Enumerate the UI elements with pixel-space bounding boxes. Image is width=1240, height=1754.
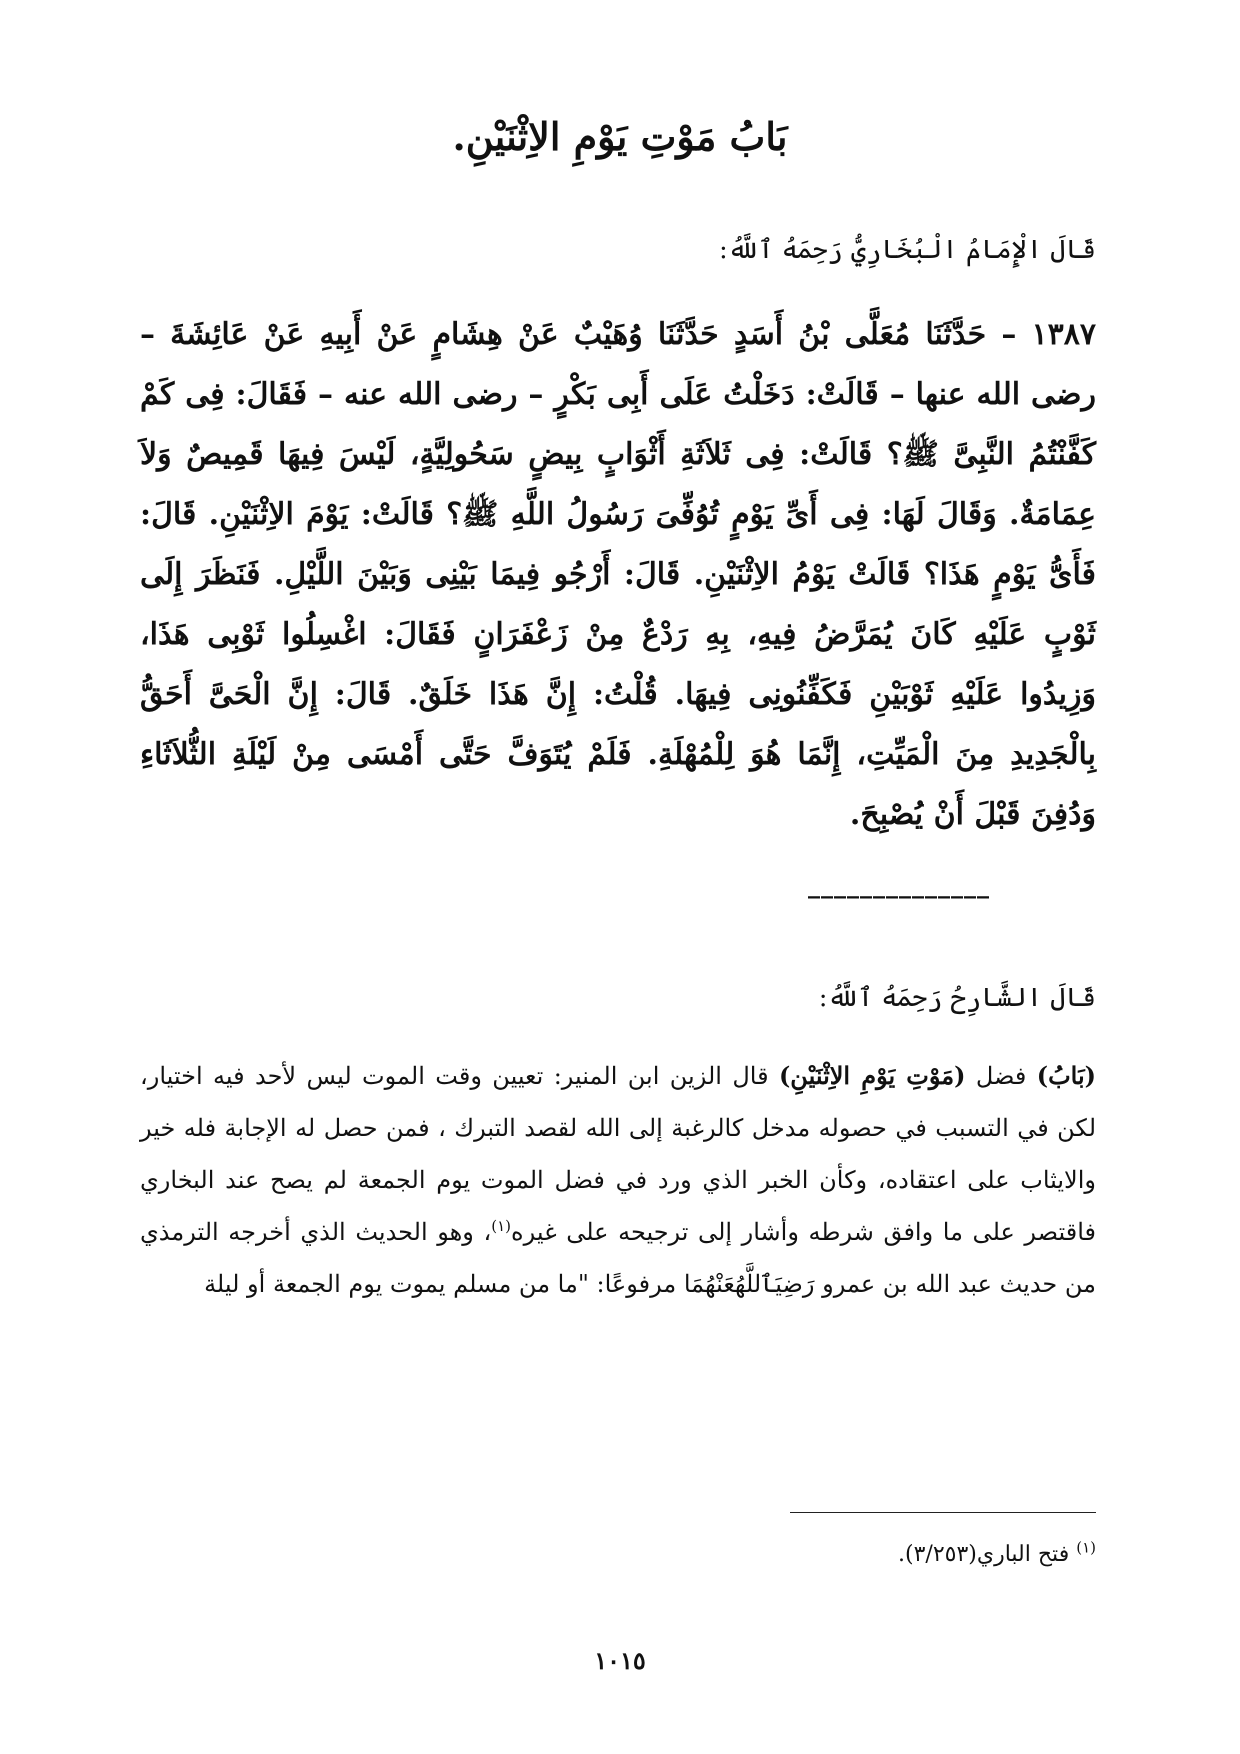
commentary-text [140, 1050, 1096, 1310]
footnote [496, 1540, 1096, 1571]
hadith-text: ١٣٨٧ – حَدَّثَنَا مُعَلَّى بْنُ أَسَدٍ حَدَّثَنَا وُهَيْبٌ عَنْ هِشَامٍ عَنْ أَبِيهِ عَنْ عَائِشَةَ – رضى الله عنها – قَالَتْ: دَخَلْتُ عَلَى أَبِى بَكْرٍ – رضى الله عنه – فَقَالَ: فِى كَمْ كَفَّنْتُمُ النَّبِىَّ ﷺ؟ قَالَتْ: فِى ثَلاَثَةِ أَثْوَابٍ بِيضٍ سَحُولِيَّةٍ، لَيْسَ فِيهَا قَمِيصٌ وَلاَ عِمَامَةٌ. وَقَالَ لَهَا: فِى أَىِّ يَوْمٍ تُوُفِّىَ رَسُولُ اللَّهِ ﷺ؟ قَالَتْ: يَوْمَ الاِثْنَيْنِ. قَالَ: فَأَىُّ يَوْمٍ هَذَا؟ قَالَتْ يَوْمُ الاِثْنَيْنِ. قَالَ: أَرْجُو فِيمَا بَيْنِى وَبَيْنَ اللَّيْلِ. فَنَظَرَ إِلَى ثَوْبٍ عَلَيْهِ كَانَ يُمَرَّضُ فِيهِ، بِهِ رَدْعٌ مِنْ زَعْفَرَانٍ فَقَالَ: اغْسِلُوا ثَوْبِى هَذَا، وَزِيدُوا عَلَيْهِ ثَوْبَيْنِ فَكَفِّنُونِى فِيهَا. قُلْتُ: إِنَّ هَذَا خَلَقٌ. قَالَ: إِنَّ الْحَىَّ أَحَقُّ بِالْجَدِيدِ مِنَ الْمَيِّتِ، إِنَّمَا هُوَ لِلْمُهْلَةِ. فَلَمْ يُتَوَفَّ حَتَّى أَمْسَى مِنْ لَيْلَةِ الثُّلاَثَاءِ وَدُفِنَ قَبْلَ أَنْ يُصْبِحَ. [140, 317, 1096, 832]
footnote-divider [790, 1512, 1096, 1513]
section-separator: ______________ [808, 870, 990, 899]
footnote-text: فتح الباري(٣/٢٥٣). [898, 1542, 1077, 1567]
imam-heading: قَالَ الْإِمَامُ الْبُخَارِيُّ رَحِمَهُ ٱللَّهُ: [719, 235, 1096, 265]
chapter-title-reference: (مَوْتِ يَوْمِ الاِثْنَيْنِ) [778, 1061, 966, 1090]
sharih-heading: قَالَ الشَّارِحُ رَحِمَهُ ٱللَّهُ: [818, 983, 1096, 1013]
chapter-title: بَابُ مَوْتِ يَوْمِ الاِثْنَيْنِ. [452, 114, 788, 159]
bab-word: (بَابُ) [1036, 1061, 1097, 1090]
page-number: ١٠١٥ [594, 1646, 646, 1675]
footnote-marker: (١) [1076, 1538, 1096, 1557]
commentary-body-part-1: قال الزين ابن المنير: تعيين وقت الموت ليس لأحد فيه اختيار، لكن في التسبب في حصوله مدخل كالرغبة إلى الله لقصد التبرك ، فمن حصل له الإجابة فله خير والايثاب على اعتقاده، وكأن الخبر الذي ورد في فضل الموت يوم الجمعة لم يصح عند البخاري فاقتصر على ما وافق شرطه وأشار إلى ترجيحه على غيره [140, 1062, 1097, 1246]
commentary-body-part-2: ، وهو الحديث الذي أخرجه الترمذي من حديث عبد الله بن عمرو رَضِيَٱللَّهُعَنْهُمَا مرفوعًا: "ما من مسلم يموت يوم الجمعة أو ليلة [140, 1218, 1096, 1298]
footnote-reference[interactable]: (١) [491, 1217, 512, 1235]
fadl-word: فضل [965, 1062, 1037, 1090]
